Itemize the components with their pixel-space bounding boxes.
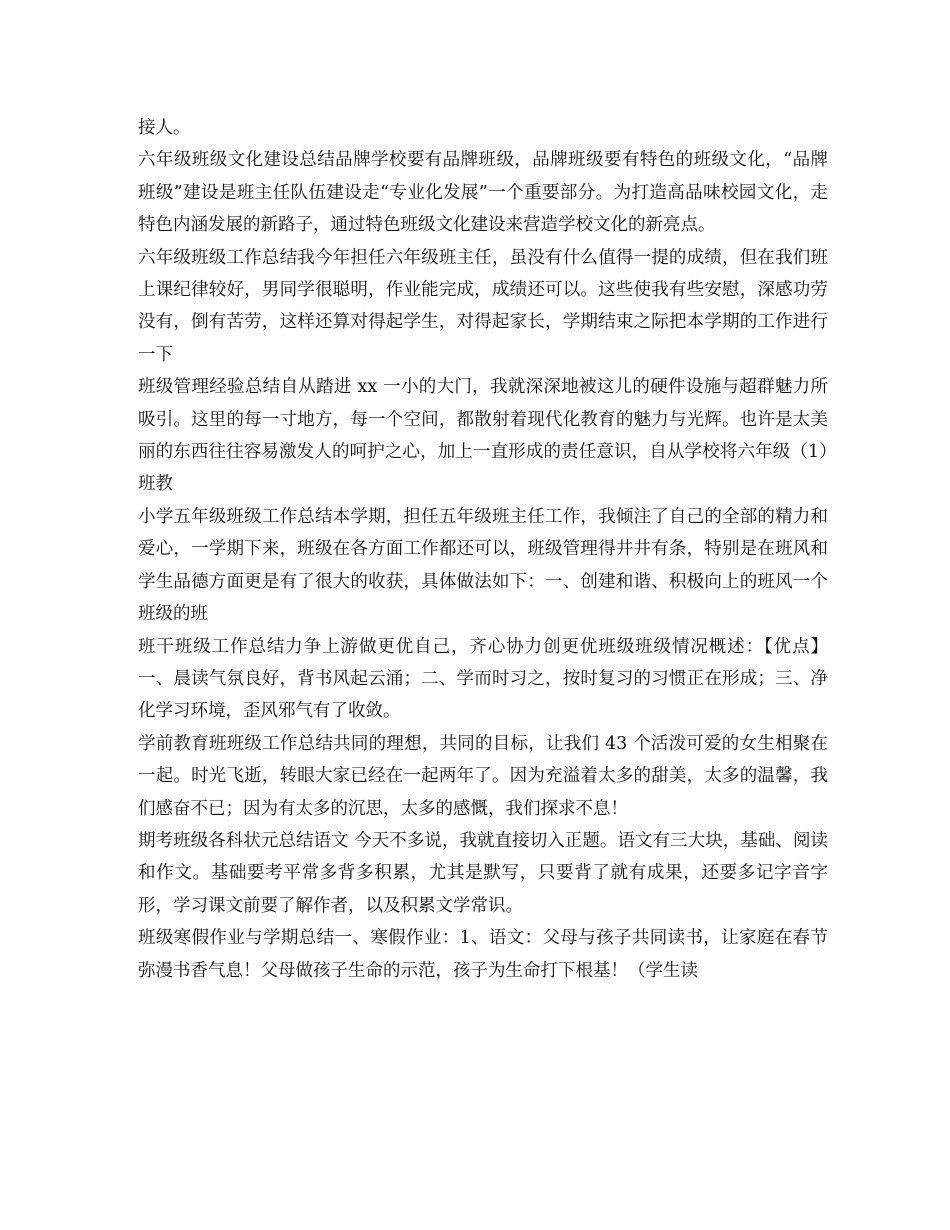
paragraph-1: 接人。: [138, 118, 191, 138]
paragraph-4: 班级管理经验总结自从踏进 xx 一小的大门，我就深深地被这儿的硬件设施与超群魅力所吸引。这里的每一寸地方，每一个空间，都散射着现代化教育的魅力与光辉。也许是太美丽的东西往往容易激发人的呵护之心，加上一直形成的责任意识，自从学校将六年级（1）班教: [138, 377, 828, 495]
paragraph-6: 班干班级工作总结力争上游做更优自己，齐心协力创更优班级班级情况概述：【优点】一、晨读气氛良好，背书风起云涌；二、学而时习之，按时复习的习惯正在形成；三、净化学习环境，歪风邪气有了收敛。: [138, 636, 828, 722]
paragraph-7: 学前教育班班级工作总结共同的理想，共同的目标，让我们 43 个活泼可爱的女生相聚在一起。时光飞逝，转眼大家已经在一起两年了。因为充溢着太多的甜美，太多的温馨，我们感奋不已；因为有太多的沉思，太多的感慨，我们探求不息！: [138, 733, 828, 819]
paragraph-2: 六年级班级文化建设总结品牌学校要有品牌班级，品牌班级要有特色的班级文化，“品牌班级”建设是班主任队伍建设走“专业化发展”一个重要部分。为打造高品味校园文化，走特色内涵发展的新路子，通过特色班级文化建设来营造学校文化的新亮点。: [138, 150, 828, 236]
document-body: [138, 112, 828, 987]
paragraph-8: 期考班级各科状元总结语文 今天不多说，我就直接切入正题。语文有三大块，基础、阅读和作文。基础要考平常多背多积累，尤其是默写，只要背了就有成果，还要多记字音字形，学习课文前要了解作者，以及积累文学常识。: [138, 830, 828, 916]
paragraph-3: 六年级班级工作总结我今年担任六年级班主任，虽没有什么值得一提的成绩，但在我们班上课纪律较好，男同学很聪明，作业能完成，成绩还可以。这些使我有些安慰，深感功劳没有，倒有苦劳，这样还算对得起学生，对得起家长，学期结束之际把本学期的工作进行一下: [138, 247, 828, 365]
paragraph-9: 班级寒假作业与学期总结一、寒假作业：1、语文：父母与孩子共同读书，让家庭在春节弥漫书香气息！父母做孩子生命的示范，孩子为生命打下根基！（学生读: [138, 928, 828, 981]
paragraph-5: 小学五年级班级工作总结本学期，担任五年级班主任工作，我倾注了自己的全部的精力和爱心，一学期下来，班级在各方面工作都还可以，班级管理得井井有条，特别是在班风和学生品德方面更是有了很大的收获，具体做法如下：一、创建和谐、积极向上的班风一个班级的班: [138, 506, 828, 625]
